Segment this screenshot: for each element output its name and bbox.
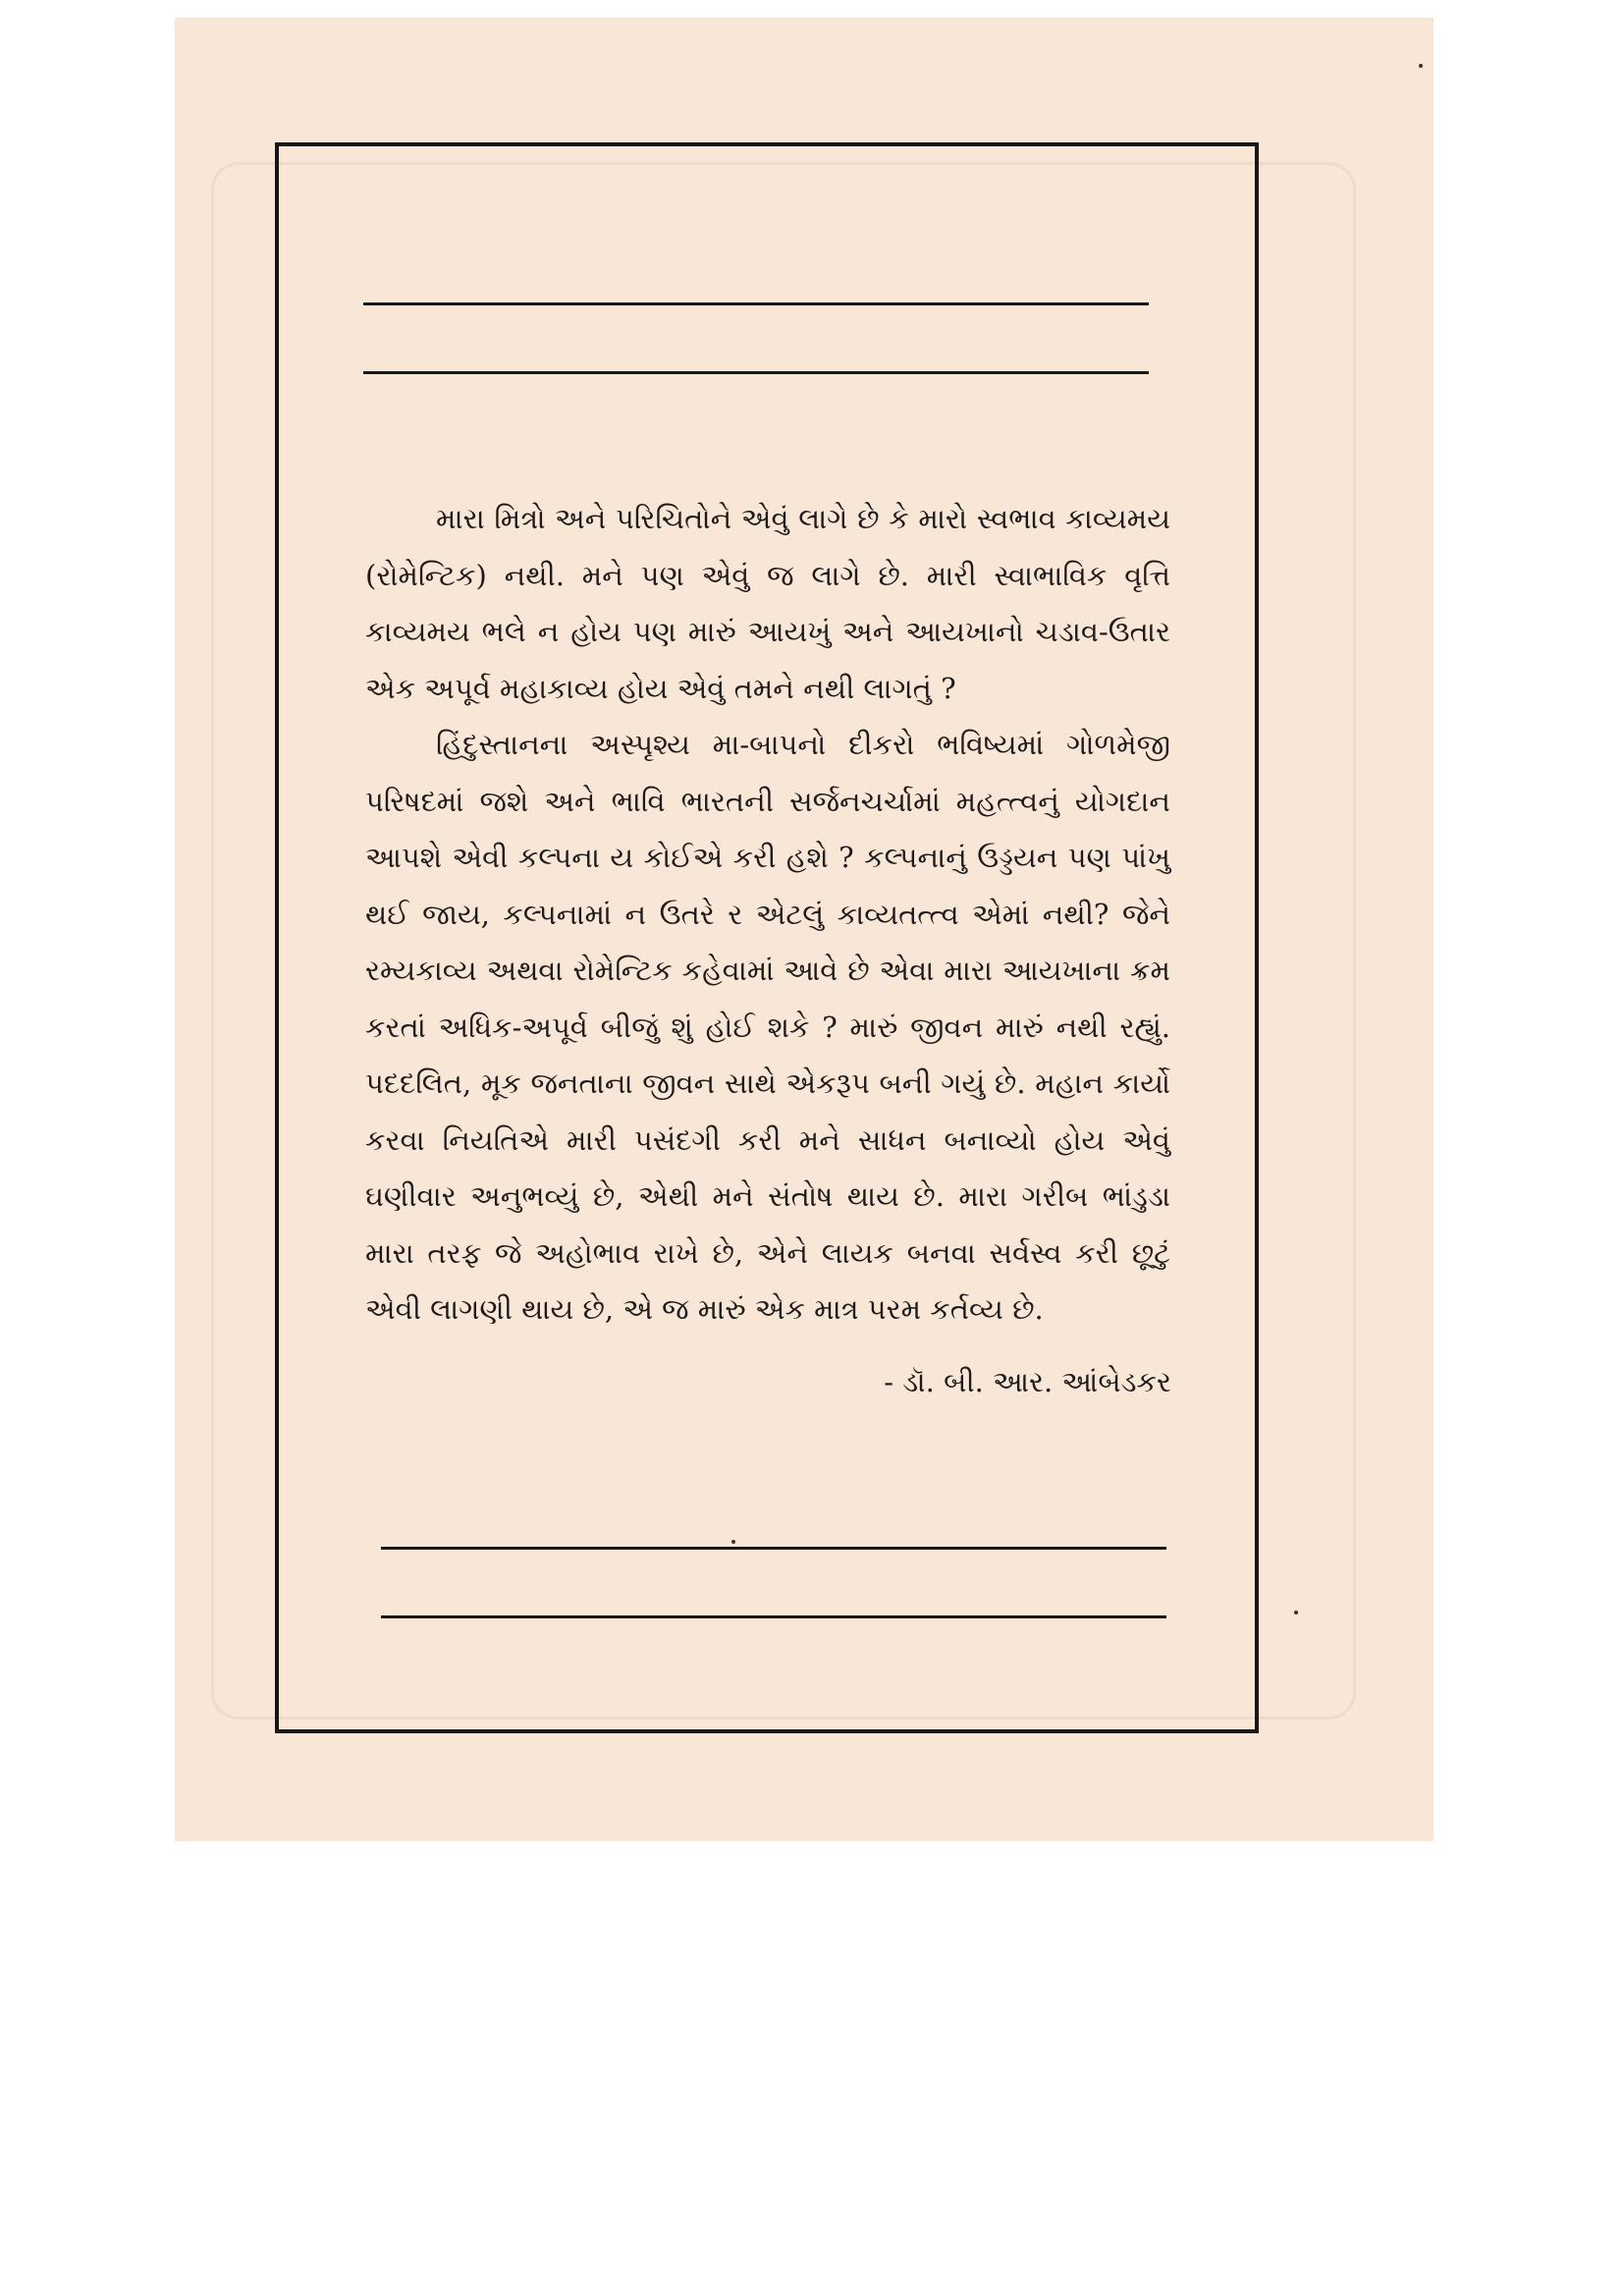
speck [1294,1611,1298,1614]
signature: - ડૉ. બી. આર. આંબેડકર [884,1365,1171,1398]
paragraph-1: મારા મિત્રો અને પરિચિતોને એવું લાગે છે કે મારો સ્વભાવ કાવ્યમય (રોમેન્ટિક) નથી. મને પણ એવું જ લાગે છે. મારી સ્વાભાવિક વૃત્તિ કાવ્યમય ભલે ન હોય પણ મારું આયખું અને આયખાનો ચડાવ-ઉતાર એક અપૂર્વ મહાકાવ્ય હોય એવું તમને નથી લાગતું ? [365,502,1170,705]
paper-notch [147,221,159,280]
top-rule-1 [363,302,1149,305]
paragraph-2: હિંદુસ્તાનના અસ્પૃશ્ય મા-બાપનો દીકરો ભવિષ્યમાં ગોળમેજી પરિષદમાં જશે અને ભાવિ ભારતની સર્જનચર્ચામાં મહત્ત્વનું યોગદાન આપશે એવી કલ્પના ય કોઈએ કરી હશે ? કલ્પનાનું ઉડ્ડયન પણ પાંખુ થઈ જાય, કલ્પનામાં ન ઉતરે ર એટલું કાવ્યતત્ત્વ એમાં નથી? જેને રમ્યકાવ્ય અથવા રોમેન્ટિક કહેવામાં આવે છે એવા મારા આયખાના ક્રમ કરતાં અધિક-અપૂર્વ બીજું શું હોઈ શકે ? મારું જીવન મારું નથી રહ્યું. પદદલિત, મૂક જનતાના જીવન સાથે એકરૂપ બની ગયું છે. મહાન કાર્યો કરવા નિયતિએ મારી પસંદગી કરી મને સાધન બનાવ્યો હોય એવું ઘણીવાર અનુભવ્યું છે, એથી મને સંતોષ થાય છે. મારા ગરીબ ભાંડુડા મારા તરફ જે અહોભાવ રાખે છે, એને લાયક બનવા સર્વસ્વ કરી છૂટું એવી લાગણી થાય છે, એ જ મારું એક માત્ર પરમ કર્તવ્ય છે. [365,728,1170,1326]
bottom-rule-1 [381,1547,1166,1550]
top-rule-2 [363,371,1149,374]
speck [1419,64,1423,68]
speck [731,1540,735,1544]
quote-text [365,491,1170,1339]
bottom-rule-2 [381,1615,1166,1618]
